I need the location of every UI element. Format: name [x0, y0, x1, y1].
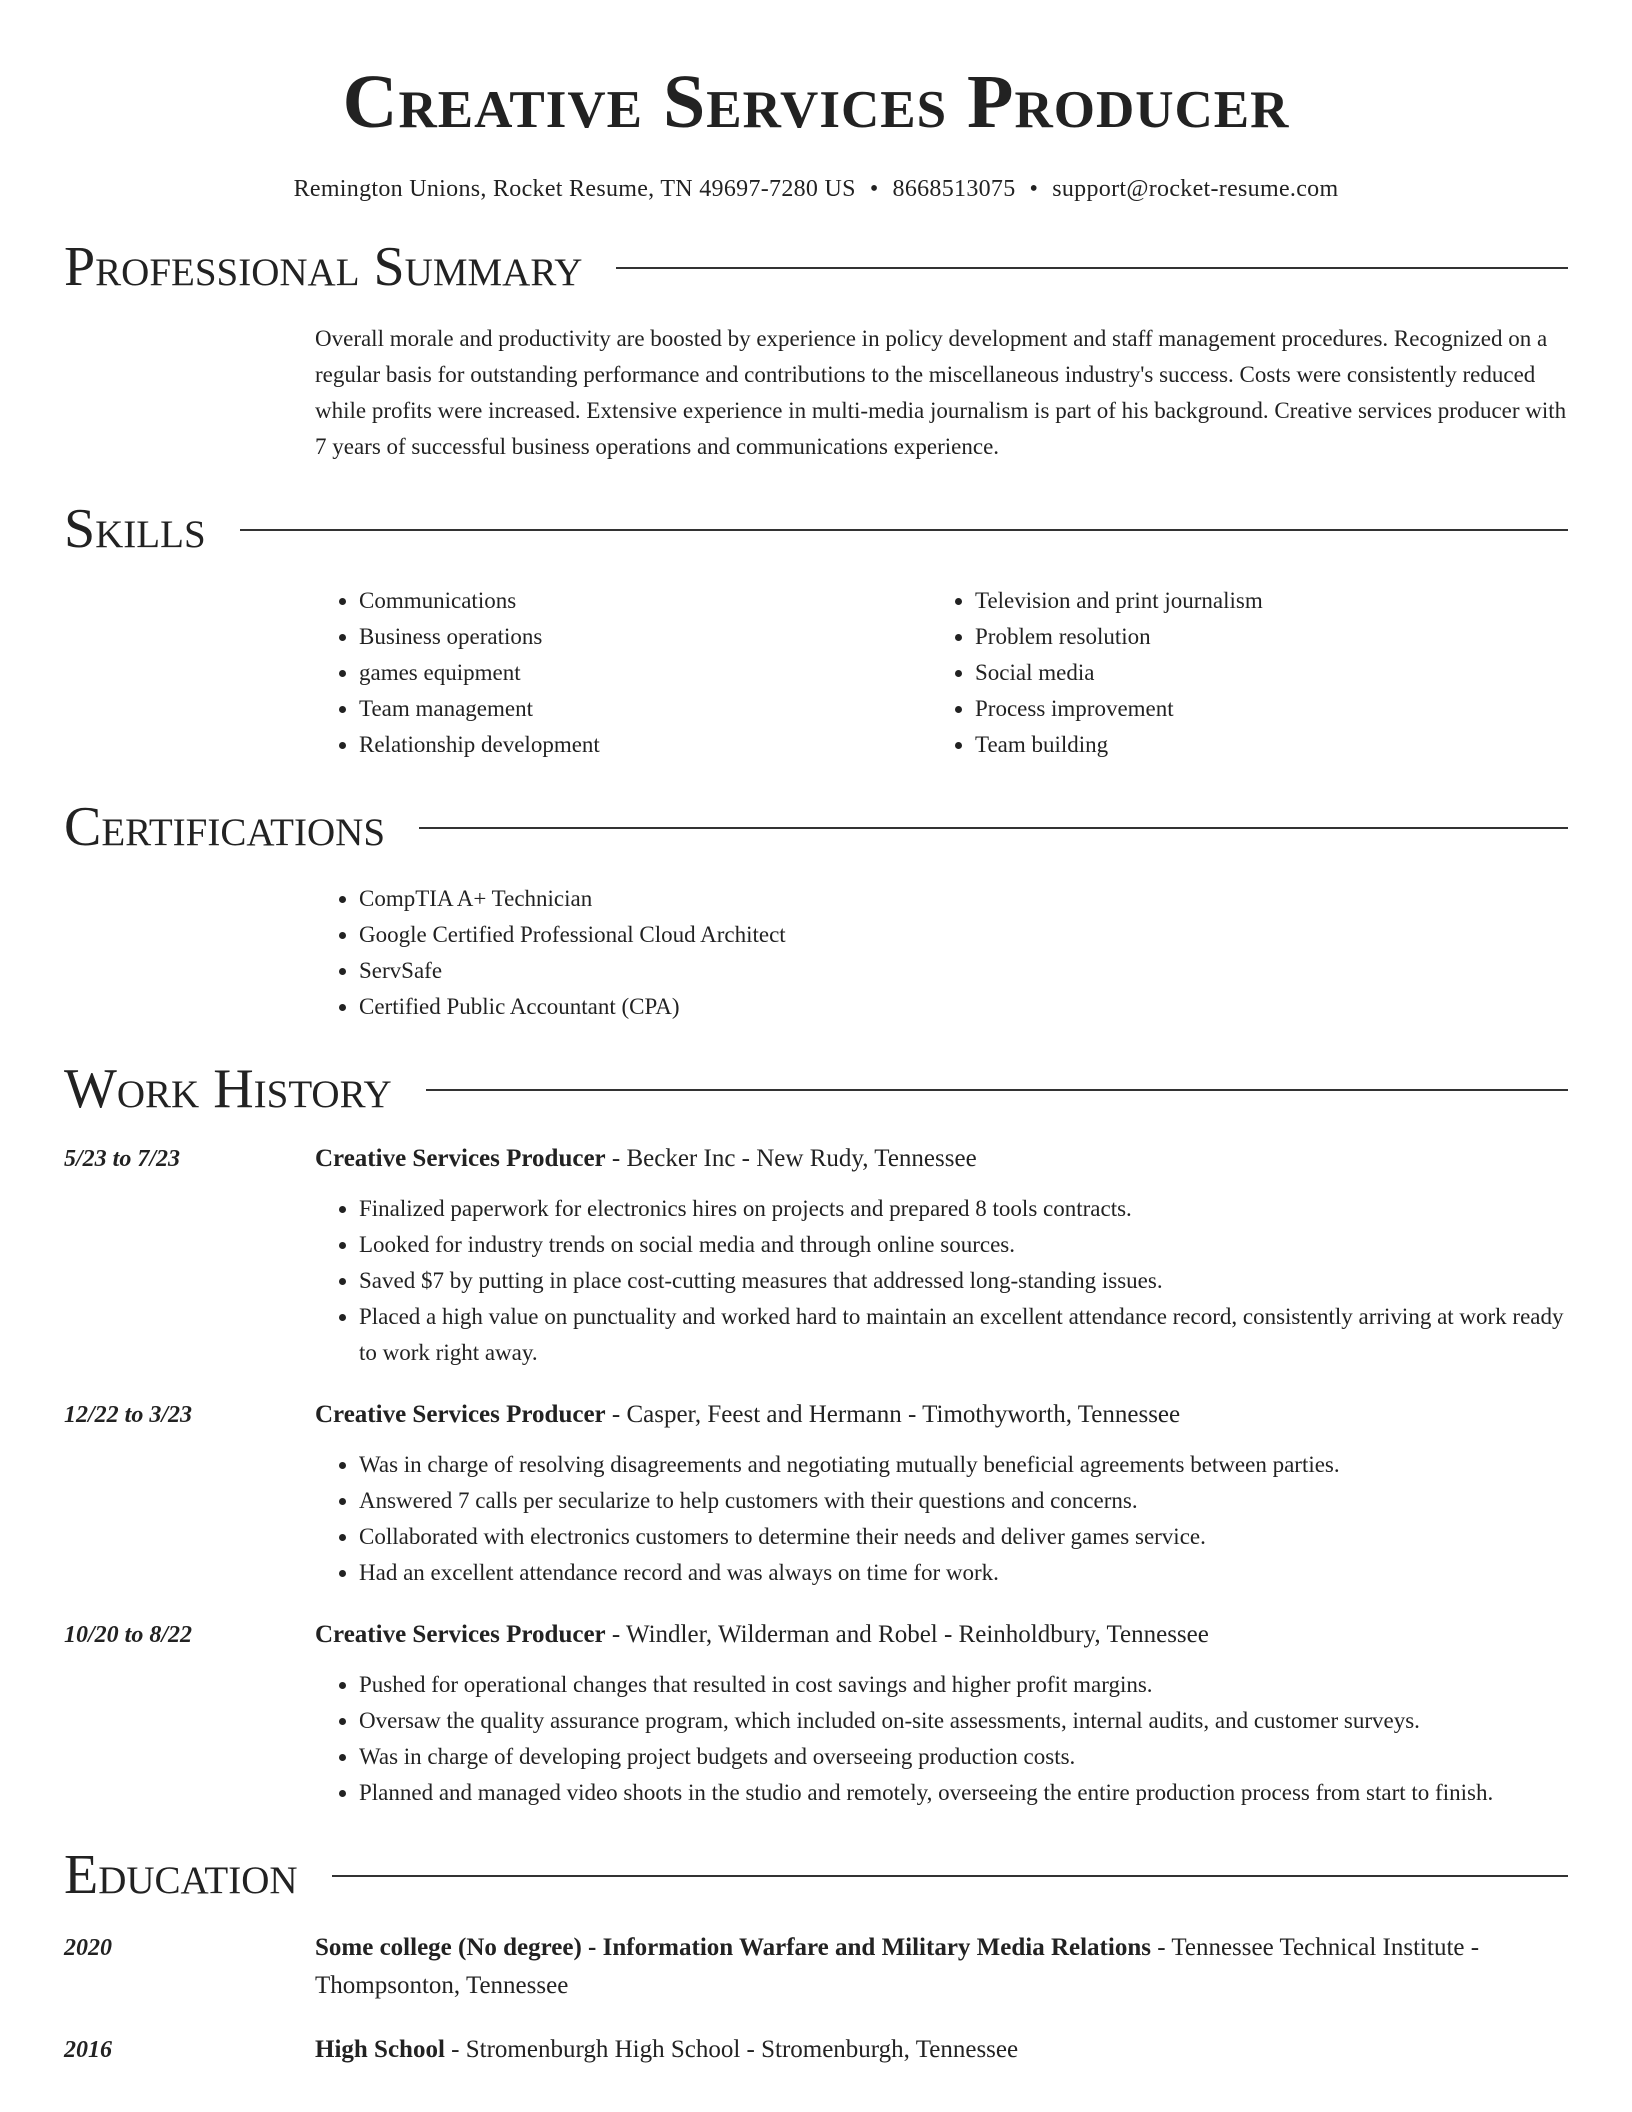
job-content [315, 1141, 1568, 1371]
job-employer: - Windler, Wilderman and Robel - Reinholdbury, Tennessee [605, 1621, 1209, 1648]
job-content [315, 1397, 1568, 1591]
section-divider [616, 267, 1568, 269]
education-entry [64, 1929, 1568, 2005]
skills-list-right [931, 583, 1568, 763]
job-employer: - Becker Inc - New Rudy, Tennessee [605, 1145, 977, 1172]
job-bullet: • Looked for industry trends on social media and through online sources. [359, 1227, 1568, 1263]
job-bullet: • Answered 7 calls per secularize to help customers with their questions and concerns. [359, 1483, 1568, 1519]
contact-line [64, 176, 1568, 203]
education-list [64, 1929, 1568, 2069]
skill-item: • Social media [975, 655, 1568, 691]
skill-item: • games equipment [359, 655, 931, 691]
job-title-line [315, 1141, 1568, 1177]
skill-item: • Relationship development [359, 727, 931, 763]
summary-text: Overall morale and productivity are boosted by experience in policy development and staff management procedures. Recognized on a regular basis for outstanding performance and contributions to the miscellaneous industry's success. Costs were consistently reduced while profits were increased. Extensive experience in multi-media journalism is part of his background. Creative services producer with 7 years of successful business operations and communications experience. [315, 326, 1567, 459]
certifications-heading: Certifications [64, 796, 386, 858]
education-school: - Stromenburgh High School - Stromenburgh, Tennessee [444, 2036, 1019, 2063]
certifications-list [315, 881, 1568, 1025]
job-title: Creative Services Producer [315, 1621, 606, 1648]
summary-section-header [64, 236, 1568, 298]
education-section-header [64, 1844, 1568, 1906]
section-divider [332, 1875, 1568, 1877]
job-title: Creative Services Producer [315, 1145, 606, 1172]
job-dates: 5/23 to 7/23 [64, 1146, 181, 1172]
education-entry [64, 2031, 1568, 2069]
job-bullets [315, 1191, 1568, 1371]
skill-item: • Problem resolution [975, 619, 1568, 655]
certifications-body [315, 881, 1568, 1025]
job-dates: 10/20 to 8/22 [64, 1622, 193, 1648]
job-bullet: • Pushed for operational changes that resulted in cost savings and higher profit margins. [359, 1667, 1568, 1703]
job-entry [64, 1617, 1568, 1811]
education-year: 2016 [64, 2037, 112, 2063]
section-divider [426, 1089, 1568, 1091]
job-bullet: • Was in charge of developing project budgets and overseeing production costs. [359, 1739, 1568, 1775]
job-bullet: • Saved $7 by putting in place cost-cutting measures that addressed long-standing issues. [359, 1263, 1568, 1299]
summary-heading: Professional Summary [64, 236, 583, 298]
certification-item: • ServSafe [359, 953, 1568, 989]
work-section-header [64, 1058, 1568, 1120]
job-title-line [315, 1617, 1568, 1653]
work-history-list [64, 1141, 1568, 1811]
job-bullet: • Oversaw the quality assurance program, which included on-site assessments, internal audits, and customer surveys. [359, 1703, 1568, 1739]
contact-address: Remington Unions, Rocket Resume, TN 49697-7280 US [293, 176, 856, 202]
skill-item: • Television and print journalism [975, 583, 1568, 619]
certification-item: • Certified Public Accountant (CPA) [359, 989, 1568, 1025]
job-dates: 12/22 to 3/23 [64, 1402, 193, 1428]
job-bullet: • Collaborated with electronics customers to determine their needs and deliver games service. [359, 1519, 1568, 1555]
skills-list-left [315, 583, 931, 763]
education-year: 2020 [64, 1935, 112, 1961]
contact-separator: • [1029, 176, 1039, 202]
skills-body [315, 583, 1568, 763]
education-content [315, 2031, 1568, 2069]
job-content [315, 1617, 1568, 1811]
education-degree: High School [315, 2036, 445, 2063]
certification-item: • Google Certified Professional Cloud Architect [359, 917, 1568, 953]
skills-heading: Skills [64, 498, 206, 560]
skill-item: • Communications [359, 583, 931, 619]
job-bullets [315, 1447, 1568, 1591]
skills-section-header [64, 498, 1568, 560]
section-divider [240, 529, 1568, 531]
job-bullet: • Finalized paperwork for electronics hires on projects and prepared 8 tools contracts. [359, 1191, 1568, 1227]
job-bullet: • Planned and managed video shoots in the studio and remotely, overseeing the entire production process from start to finish. [359, 1775, 1568, 1811]
job-title-line [315, 1397, 1568, 1433]
section-divider [419, 827, 1568, 829]
summary-body [315, 321, 1568, 465]
education-content [315, 1929, 1568, 2005]
job-employer: - Casper, Feest and Hermann - Timothyworth, Tennessee [605, 1401, 1181, 1428]
job-entry [64, 1141, 1568, 1371]
education-degree: Some college (No degree) - Information Warfare and Military Media Relations [315, 1934, 1151, 1961]
education-school: - Tennessee Technical Institute - Thompsonton, Tennessee [315, 1934, 1480, 1999]
work-heading: Work History [64, 1058, 392, 1120]
certifications-section-header [64, 796, 1568, 858]
skill-item: • Team building [975, 727, 1568, 763]
job-entry [64, 1397, 1568, 1591]
job-bullets [315, 1667, 1568, 1811]
skill-item: • Team management [359, 691, 931, 727]
skill-item: • Process improvement [975, 691, 1568, 727]
job-bullet: • Was in charge of resolving disagreements and negotiating mutually beneficial agreements between parties. [359, 1447, 1568, 1483]
contact-separator: • [869, 176, 879, 202]
resume-name: Creative Services Producer [342, 60, 1290, 144]
contact-phone: 8668513075 [892, 176, 1016, 202]
certification-item: • CompTIA A+ Technician [359, 881, 1568, 917]
education-heading: Education [64, 1844, 298, 1906]
skill-item: • Business operations [359, 619, 931, 655]
job-bullet: • Had an excellent attendance record and was always on time for work. [359, 1555, 1568, 1591]
job-bullet: • Placed a high value on punctuality and worked hard to maintain an excellent attendance record, consistently arriving at work ready to work right away. [359, 1299, 1568, 1371]
contact-email[interactable]: support@rocket-resume.com [1052, 176, 1339, 202]
job-title: Creative Services Producer [315, 1401, 606, 1428]
